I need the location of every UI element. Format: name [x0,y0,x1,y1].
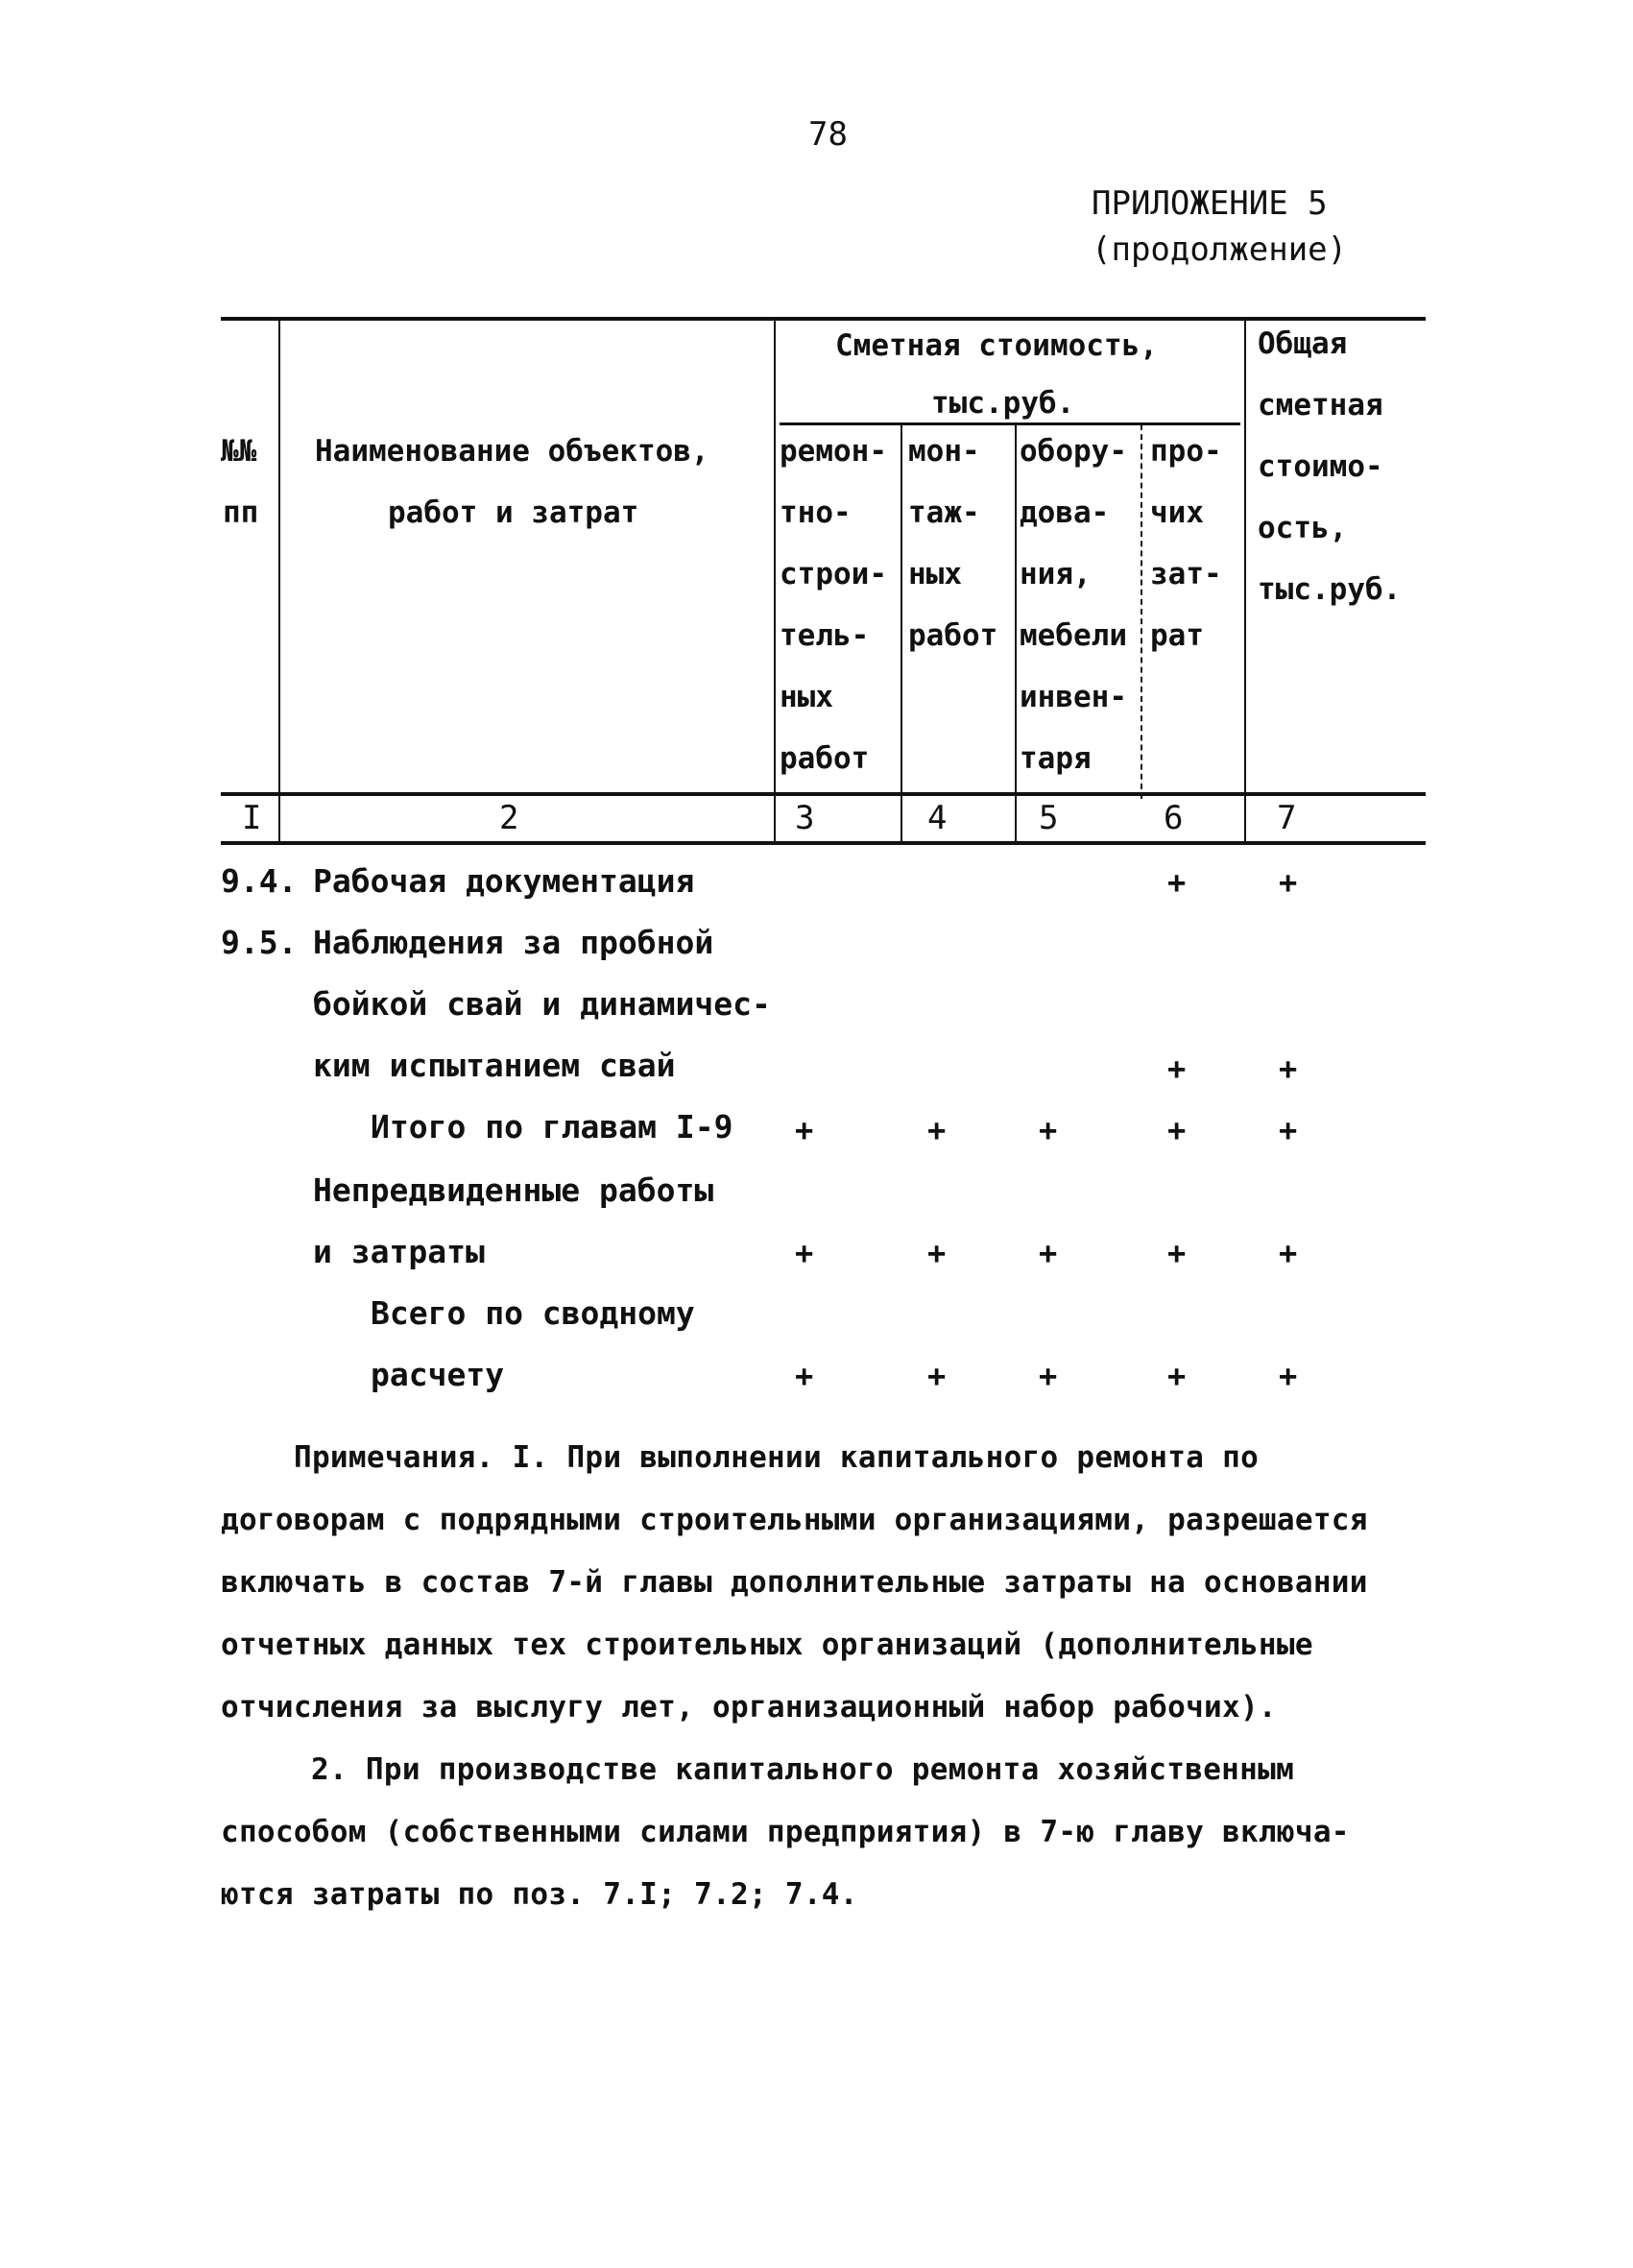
cell-other: + [1167,1050,1187,1087]
header-total-3: стоимо- [1258,449,1383,484]
appendix-title: ПРИЛОЖЕНИЕ 5 [1092,184,1328,223]
header-mounting-4: работ [908,618,998,653]
row-number: 9.5. [221,924,298,961]
header-name-2: работ и затрат [388,495,639,530]
cell-equipment: + [1039,1235,1058,1271]
col-divider-4 [1015,424,1017,845]
header-cost-2: тыс.руб. [931,386,1075,421]
header-mounting-1: мон- [908,434,980,469]
note-line: договорам с подрядными строительными организациями, разрешается [221,1503,1368,1537]
column-number: 5 [1039,799,1059,837]
header-cost-1: Сметная стоимость, [835,328,1158,363]
cell-total: + [1279,864,1298,901]
row-title: Всего по сводному [371,1294,695,1332]
cell-total: + [1279,1050,1298,1087]
header-repair-1: ремон- [780,434,887,469]
row-title: Непредвиденные работы [313,1171,714,1209]
note-line: ются затраты по поз. 7.I; 7.2; 7.4. [221,1877,858,1912]
col-divider-6 [1244,321,1246,845]
column-number: I [242,799,262,837]
row-title: Рабочая документация [313,862,695,900]
header-other-3: зат- [1150,557,1222,591]
cell-total: + [1279,1235,1298,1271]
col-divider-1 [278,321,280,845]
header-total-2: сметная [1258,388,1383,422]
note-line: способом (собственными силами предприятия) в 7-ю главу включа- [221,1815,1350,1849]
header-num-2: пп [223,495,259,530]
column-number: 2 [499,799,519,837]
cell-mounting: + [927,1112,947,1148]
header-equipment-3: ния, [1020,557,1092,591]
header-other-2: чих [1150,495,1204,530]
header-repair-2: тно- [780,495,852,530]
cell-other: + [1167,1112,1187,1148]
header-repair-3: строи- [780,557,887,591]
header-total-5: тыс.руб. [1258,572,1402,607]
appendix-subtitle: (продолжение) [1092,230,1348,269]
header-mounting-3: ных [908,557,962,591]
row-number: 9.4. [221,862,298,900]
cell-equipment: + [1039,1358,1058,1394]
column-number: 3 [795,799,815,837]
row-title: расчету [371,1356,505,1393]
note-line: 2. При производстве капитального ремонта хозяйственным [311,1752,1295,1787]
cell-mounting: + [927,1358,947,1394]
header-mounting-2: таж- [908,495,980,530]
cell-total: + [1279,1358,1298,1394]
header-other-1: про- [1150,434,1222,469]
header-equipment-1: обору- [1020,434,1127,469]
note-line: Примечания. I. При выполнении капитального ремонта по [294,1440,1260,1475]
header-num-1: №№ [221,434,257,469]
cell-repair: + [795,1112,814,1148]
header-total-4: ость, [1258,511,1348,545]
col-divider-3 [901,424,902,845]
header-equipment-6: таря [1020,741,1092,776]
header-repair-6: работ [780,741,870,776]
row-title: Наблюдения за пробной [313,924,714,961]
header-name-1: Наименование объектов, [315,434,709,469]
cell-repair: + [795,1235,814,1271]
header-equipment-2: дова- [1020,495,1110,530]
page-number: 78 [808,115,848,154]
column-number: 6 [1164,799,1184,837]
header-repair-5: ных [780,680,833,714]
header-equipment-4: мебели [1020,618,1127,653]
header-repair-4: тель- [780,618,870,653]
cell-other: + [1167,864,1187,901]
column-number: 7 [1277,799,1297,837]
col-divider-5 [1141,424,1142,799]
cell-mounting: + [927,1235,947,1271]
cell-equipment: + [1039,1112,1058,1148]
note-line: отчетных данных тех строительных организаций (дополнительные [221,1628,1313,1662]
note-line: включать в состав 7-й главы дополнительные затраты на основании [221,1565,1368,1600]
note-line: отчисления за выслугу лет, организационный набор рабочих). [221,1690,1277,1725]
cell-other: + [1167,1235,1187,1271]
cell-other: + [1167,1358,1187,1394]
header-other-4: рат [1150,618,1204,653]
col-divider-2 [774,321,776,845]
row-title: ким испытанием свай [313,1047,676,1084]
header-total-1: Общая [1258,326,1348,361]
row-title: и затраты [313,1233,485,1270]
header-equipment-5: инвен- [1020,680,1127,714]
row-title: бойкой свай и динамичес- [313,985,771,1023]
cell-repair: + [795,1358,814,1394]
column-number: 4 [927,799,948,837]
cost-subheader-rule [780,422,1240,425]
row-title: Итого по главам I-9 [371,1108,733,1146]
cell-total: + [1279,1112,1298,1148]
